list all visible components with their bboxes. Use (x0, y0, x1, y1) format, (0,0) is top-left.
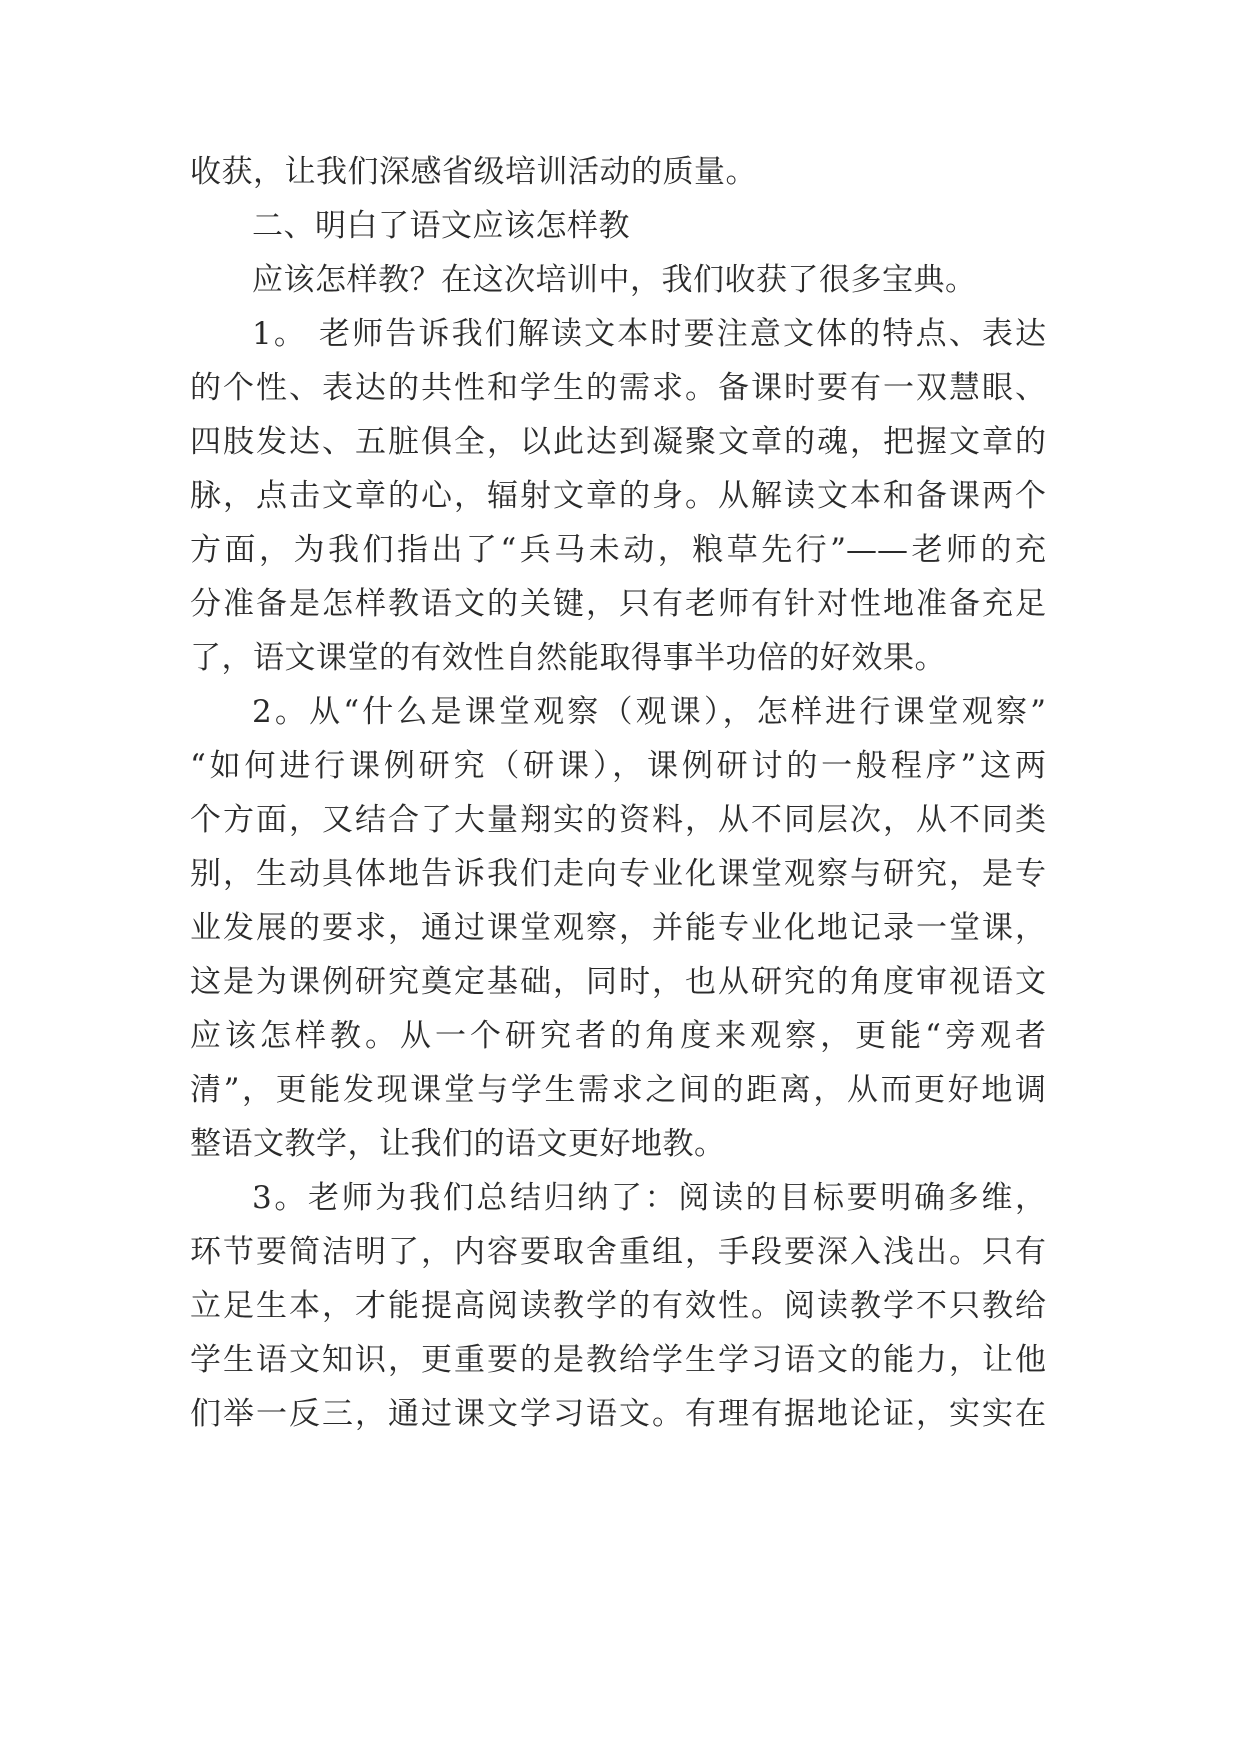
paragraph-line: “如何进行课例研究（研课），课例研讨的一般程序”这两 (190, 748, 1046, 784)
paragraph-line: 应该怎样教。从一个研究者的角度来观察，更能“旁观者 (190, 1018, 1046, 1054)
paragraph-line: 分准备是怎样教语文的关键，只有老师有针对性地准备充足 (190, 586, 1046, 622)
paragraph-line: 学生语文知识，更重要的是教给学生学习语文的能力，让他 (190, 1342, 1046, 1378)
paragraph-line: 这是为课例研究奠定基础，同时，也从研究的角度审视语文 (190, 964, 1046, 1000)
paragraph-line: 了，语文课堂的有效性自然能取得事半功倍的好效果。 (190, 640, 946, 676)
paragraph-line: 个方面，又结合了大量翔实的资料，从不同层次，从不同类 (190, 802, 1046, 838)
paragraph-line: 们举一反三，通过课文学习语文。有理有据地论证，实实在 (190, 1396, 1046, 1432)
paragraph-line: 1。 老师告诉我们解读文本时要注意文体的特点、表达 (252, 316, 1046, 352)
paragraph-line: 应该怎样教？在这次培训中，我们收获了很多宝典。 (252, 262, 977, 298)
paragraph-line: 别，生动具体地告诉我们走向专业化课堂观察与研究，是专 (190, 856, 1046, 892)
paragraph-line: 四肢发达、五脏俱全，以此达到凝聚文章的魂，把握文章的 (190, 424, 1046, 460)
paragraph-line: 的个性、表达的共性和学生的需求。备课时要有一双慧眼、 (190, 370, 1046, 406)
paragraph-line: 方面，为我们指出了“兵马未动，粮草先行”——老师的充 (190, 532, 1046, 568)
paragraph-line: 环节要简洁明了，内容要取舍重组，手段要深入浅出。只有 (190, 1234, 1046, 1270)
paragraph-line: 3。老师为我们总结归纳了：阅读的目标要明确多维， (252, 1180, 1046, 1216)
paragraph-line: 脉，点击文章的心，辐射文章的身。从解读文本和备课两个 (190, 478, 1046, 514)
paragraph-line: 立足生本，才能提高阅读教学的有效性。阅读教学不只教给 (190, 1288, 1046, 1324)
paragraph-line: 整语文教学，让我们的语文更好地教。 (190, 1126, 726, 1162)
paragraph-line: 收获，让我们深感省级培训活动的质量。 (190, 154, 757, 190)
paragraph-line: 清”，更能发现课堂与学生需求之间的距离，从而更好地调 (190, 1072, 1046, 1108)
paragraph-line: 业发展的要求，通过课堂观察，并能专业化地记录一堂课， (190, 910, 1046, 946)
section-heading: 二、明白了语文应该怎样教 (252, 208, 630, 244)
paragraph-line: 2。从“什么是课堂观察（观课），怎样进行课堂观察” (252, 694, 1046, 730)
